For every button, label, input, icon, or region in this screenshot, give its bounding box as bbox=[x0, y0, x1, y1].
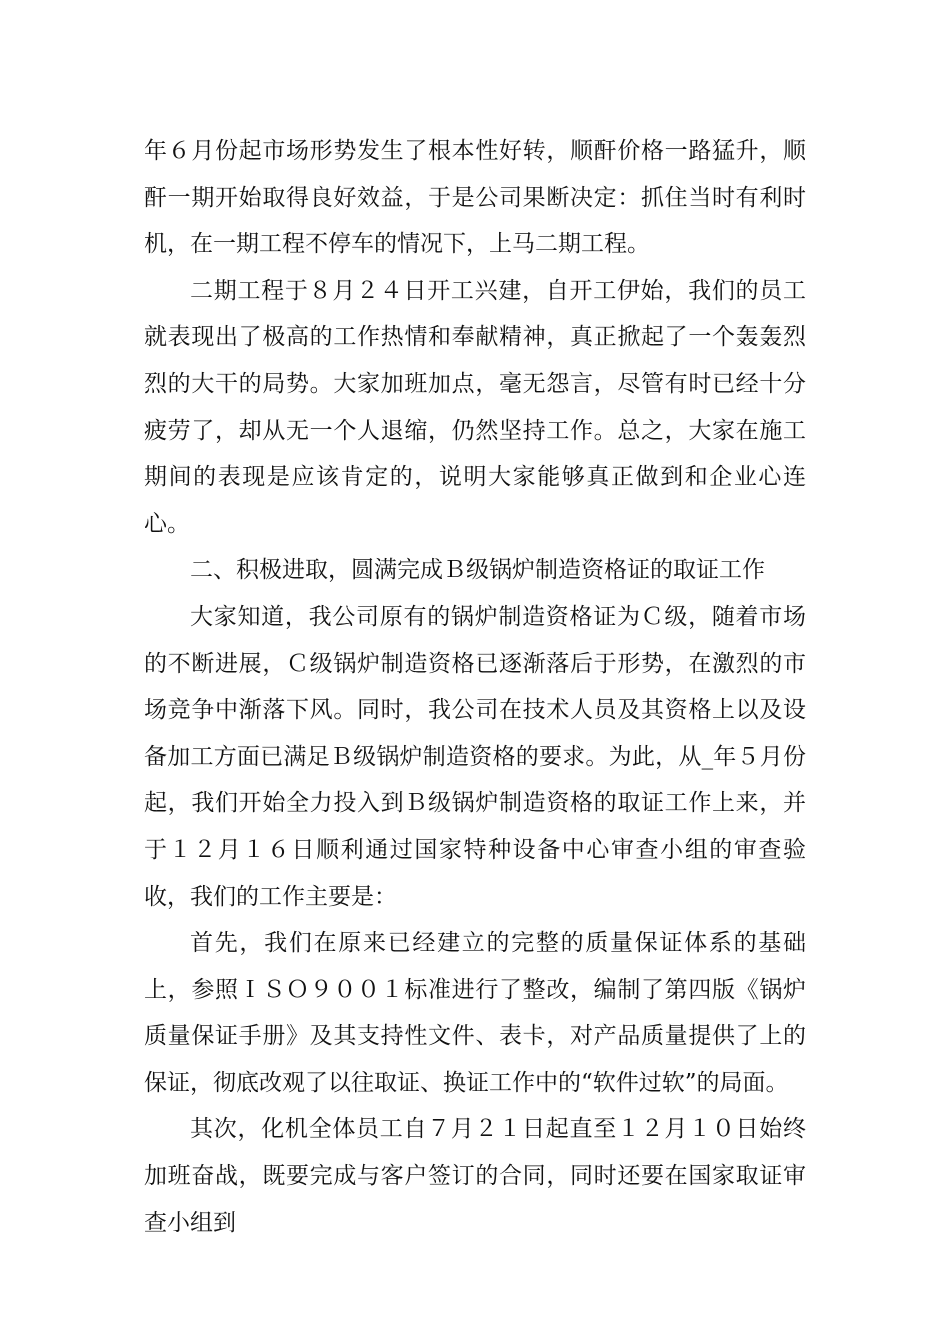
paragraph: 其次，化机全体员工自７月２１日起直至１２月１０日始终加班奋战，既要完成与客户签订的合同，同时还要在国家取证审查小组到 bbox=[144, 1116, 806, 1236]
document-body bbox=[144, 128, 806, 1246]
paragraph: 二期工程于８月２４日开工兴建，自开工伊始，我们的员工就表现出了极高的工作热情和奉献精神，真正掀起了一个轰轰烈烈的大干的局势。大家加班加点，毫无怨言，尽管有时已经十分疲劳了，却从无一个人退缩，仍然坚持工作。总之，大家在施工期间的表现是应该肯定的，说明大家能够真正做到和企业心连心。 bbox=[144, 277, 806, 537]
paragraph: 年６月份起市场形势发生了根本性好转，顺酐价格一路猛升，顺酐一期开始取得良好效益，于是公司果断决定：抓住当时有利时机，在一期工程不停车的情况下，上马二期工程。 bbox=[144, 138, 806, 258]
paragraph: 首先，我们在原来已经建立的完整的质量保证体系的基础上，参照ＩＳＯ９００１标准进行了整改，编制了第四版《锅炉质量保证手册》及其支持性文件、表卡，对产品质量提供了上的保证，彻底改观了以往取证、换证工作中的“软件过软”的局面。 bbox=[144, 930, 806, 1096]
section-heading: 二、积极进取，圆满完成Ｂ级锅炉制造资格证的取证工作 bbox=[190, 557, 765, 584]
paragraph: 大家知道，我公司原有的锅炉制造资格证为Ｃ级，随着市场的不断进展，Ｃ级锅炉制造资格已逐渐落后于形势，在激烈的市场竞争中渐落下风。同时，我公司在技术人员及其资格上以及设备加工方面已满足Ｂ级锅炉制造资格的要求。为此，从_年５月份起，我们开始全力投入到Ｂ级锅炉制造资格的取证工作上来，并于１２月１６日顺利通过国家特种设备中心审查小组的审查验收，我们的工作主要是： bbox=[144, 603, 806, 910]
